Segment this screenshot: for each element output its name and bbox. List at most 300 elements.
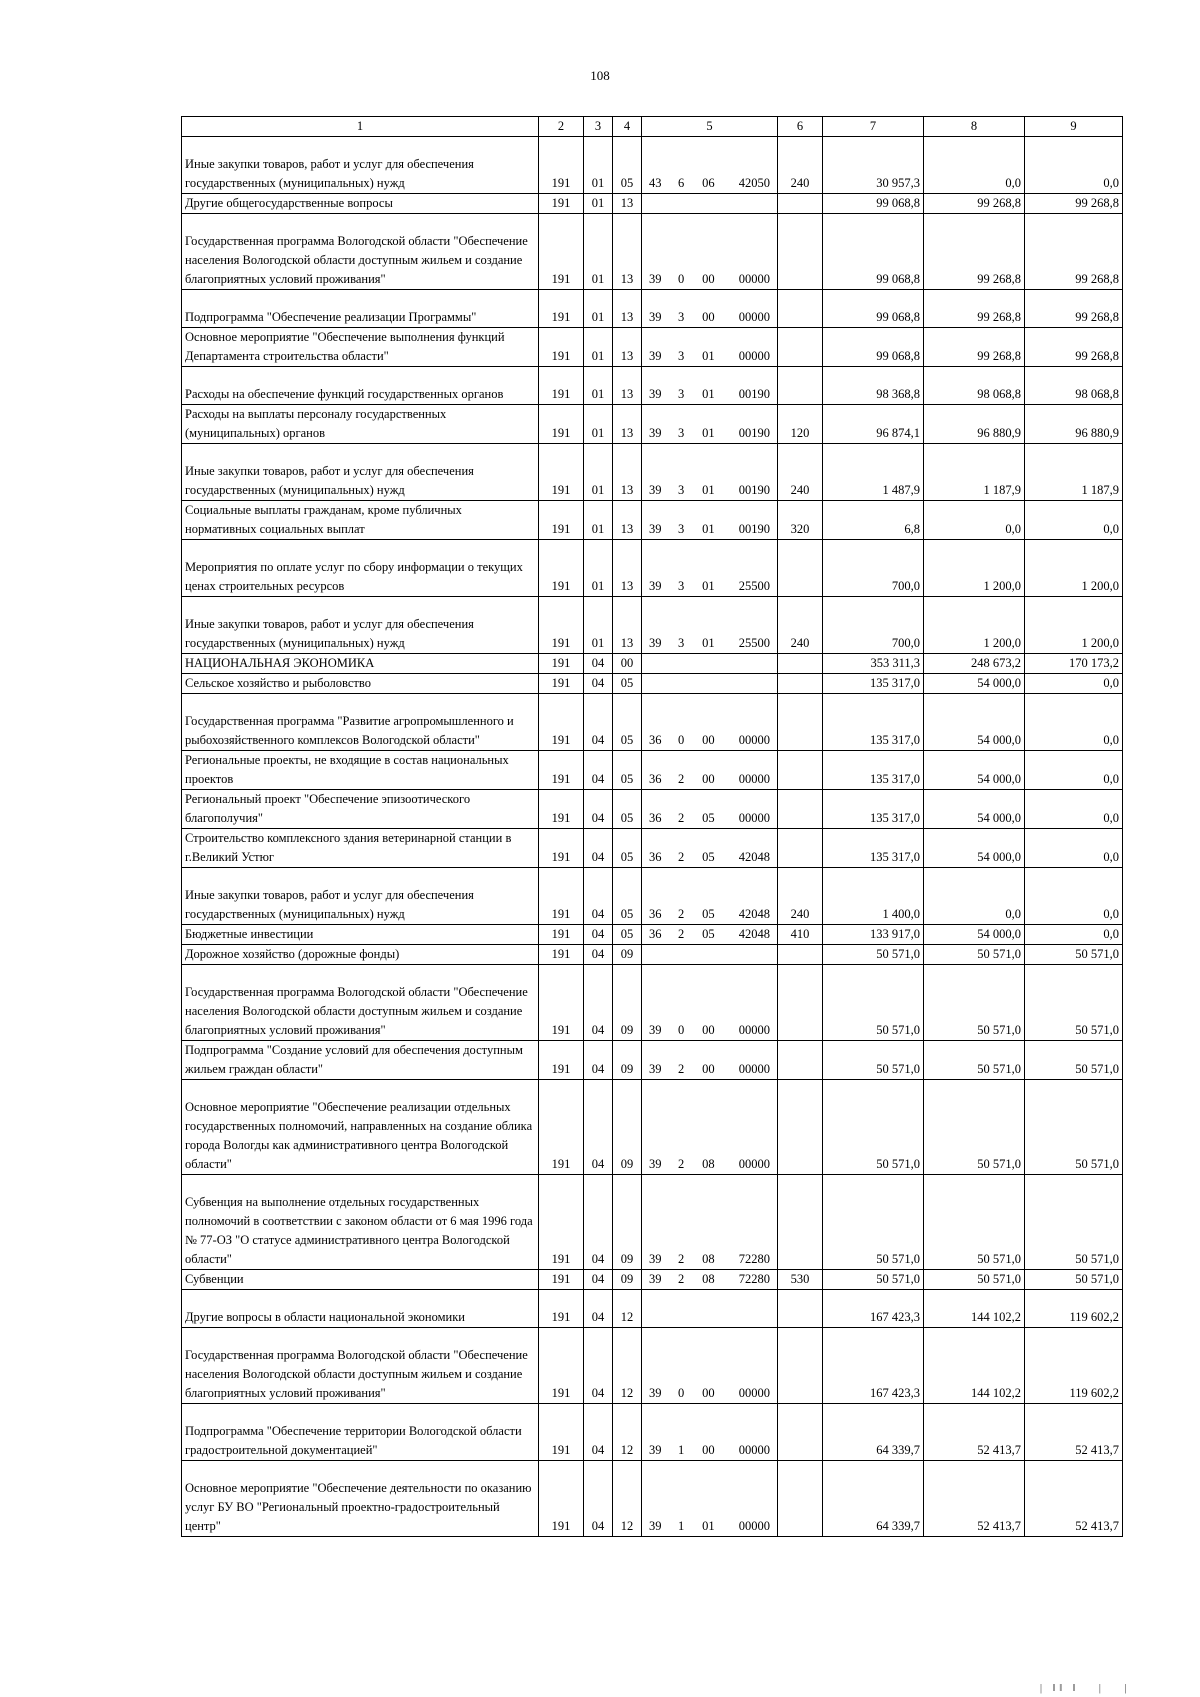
target-article-part: 05 (702, 850, 715, 864)
target-article-part: 2 (678, 1252, 685, 1266)
target-article-part: 00 (702, 1023, 715, 1037)
section-cell: 04 (584, 674, 613, 694)
grbs-cell: 191 (539, 328, 584, 367)
expense-type-cell (778, 1461, 823, 1537)
table-row (182, 868, 1123, 925)
table-row (182, 674, 1123, 694)
target-article-code (645, 385, 774, 404)
target-article-cell (642, 1290, 778, 1328)
amount-col8-cell: 0,0 (924, 868, 1025, 925)
amount-col9-cell: 99 268,8 (1025, 214, 1123, 290)
target-article-part: 05 (702, 811, 715, 825)
target-article-part: 05 (702, 927, 715, 941)
amount-col8-cell: 54 000,0 (924, 694, 1025, 751)
target-article-part: 2 (678, 1272, 685, 1286)
amount-col9-cell: 96 880,9 (1025, 405, 1123, 444)
target-article-cell (642, 790, 778, 829)
target-article-part: 00 (702, 310, 715, 324)
target-article-part: 39 (649, 1443, 662, 1457)
subsection-cell: 09 (613, 1270, 642, 1290)
row-name: Подпрограмма "Создание условий для обеспечения доступным жильем граждан области" (182, 1041, 539, 1080)
amount-col8-cell: 52 413,7 (924, 1461, 1025, 1537)
budget-table (181, 116, 1123, 1537)
header-cell: 9 (1025, 117, 1123, 137)
target-article-code (645, 424, 774, 443)
target-article-cell (642, 868, 778, 925)
grbs-cell: 191 (539, 137, 584, 194)
subsection-cell: 09 (613, 1080, 642, 1175)
target-article-part: 0 (678, 1386, 685, 1400)
subsection-cell: 13 (613, 501, 642, 540)
amount-col7-cell: 50 571,0 (823, 965, 924, 1041)
header-cell: 8 (924, 117, 1025, 137)
target-article-cell (642, 444, 778, 501)
grbs-cell: 191 (539, 194, 584, 214)
target-article-part: 08 (702, 1272, 715, 1286)
grbs-cell: 191 (539, 945, 584, 965)
subsection-cell: 13 (613, 194, 642, 214)
header-cell: 4 (613, 117, 642, 137)
target-article-part: 36 (649, 850, 662, 864)
target-article-part: 01 (702, 426, 715, 440)
target-article-part: 1 (678, 1443, 685, 1457)
amount-col9-cell: 0,0 (1025, 868, 1123, 925)
expense-type-cell (778, 1404, 823, 1461)
subsection-cell: 09 (613, 965, 642, 1041)
amount-col8-cell: 54 000,0 (924, 674, 1025, 694)
target-article-part: 39 (649, 426, 662, 440)
target-article-part: 3 (678, 349, 685, 363)
subsection-cell: 09 (613, 945, 642, 965)
target-article-part: 00 (702, 1443, 715, 1457)
target-article-part: 00000 (738, 349, 770, 363)
target-article-part: 00000 (738, 733, 770, 747)
target-article-part: 01 (702, 522, 715, 536)
target-article-code (645, 1441, 774, 1460)
amount-col9-cell: 1 200,0 (1025, 540, 1123, 597)
section-cell: 04 (584, 945, 613, 965)
amount-col8-cell: 99 268,8 (924, 194, 1025, 214)
target-article-part: 3 (678, 483, 685, 497)
target-article-part: 39 (649, 1023, 662, 1037)
target-article-part: 00 (702, 1062, 715, 1076)
amount-col9-cell: 0,0 (1025, 925, 1123, 945)
grbs-cell: 191 (539, 367, 584, 405)
header-cell: 7 (823, 117, 924, 137)
amount-col7-cell: 99 068,8 (823, 290, 924, 328)
subsection-cell: 13 (613, 328, 642, 367)
target-article-cell (642, 965, 778, 1041)
target-article-part: 2 (678, 850, 685, 864)
section-cell: 04 (584, 829, 613, 868)
table-row (182, 501, 1123, 540)
amount-col8-cell: 248 673,2 (924, 654, 1025, 674)
table-row (182, 290, 1123, 328)
amount-col8-cell: 98 068,8 (924, 367, 1025, 405)
target-article-part: 01 (702, 1519, 715, 1533)
grbs-cell: 191 (539, 540, 584, 597)
row-name: Другие вопросы в области национальной экономики (182, 1290, 539, 1328)
section-cell: 04 (584, 751, 613, 790)
target-article-code (645, 809, 774, 828)
target-article-part: 1 (678, 1519, 685, 1533)
target-article-part: 05 (702, 907, 715, 921)
expense-type-cell: 240 (778, 444, 823, 501)
expense-type-cell (778, 194, 823, 214)
section-cell: 01 (584, 501, 613, 540)
target-article-part: 39 (649, 1252, 662, 1266)
target-article-code (645, 1021, 774, 1040)
table-row (182, 214, 1123, 290)
target-article-cell (642, 214, 778, 290)
amount-col8-cell: 0,0 (924, 501, 1025, 540)
section-cell: 01 (584, 405, 613, 444)
row-name: Подпрограмма "Обеспечение реализации Программы" (182, 290, 539, 328)
row-name: Бюджетные инвестиции (182, 925, 539, 945)
grbs-cell: 191 (539, 674, 584, 694)
target-article-part: 3 (678, 310, 685, 324)
target-article-part: 36 (649, 927, 662, 941)
amount-col9-cell: 0,0 (1025, 694, 1123, 751)
subsection-cell: 05 (613, 829, 642, 868)
section-cell: 04 (584, 1461, 613, 1537)
row-name: НАЦИОНАЛЬНАЯ ЭКОНОМИКА (182, 654, 539, 674)
target-article-part: 3 (678, 522, 685, 536)
section-cell: 01 (584, 540, 613, 597)
amount-col7-cell: 96 874,1 (823, 405, 924, 444)
table-row (182, 137, 1123, 194)
target-article-part: 39 (649, 522, 662, 536)
target-article-part: 00000 (738, 1157, 770, 1171)
table-row (182, 194, 1123, 214)
row-name: Иные закупки товаров, работ и услуг для обеспечения государственных (муниципальных) нужд (182, 868, 539, 925)
amount-col7-cell: 135 317,0 (823, 674, 924, 694)
target-article-part: 01 (702, 636, 715, 650)
target-article-cell (642, 694, 778, 751)
row-name: Региональный проект "Обеспечение эпизоотического благополучия" (182, 790, 539, 829)
amount-col7-cell: 50 571,0 (823, 1041, 924, 1080)
grbs-cell: 191 (539, 868, 584, 925)
target-article-cell (642, 540, 778, 597)
amount-col9-cell: 0,0 (1025, 790, 1123, 829)
amount-col7-cell: 50 571,0 (823, 1080, 924, 1175)
target-article-part: 2 (678, 772, 685, 786)
subsection-cell: 05 (613, 674, 642, 694)
amount-col7-cell: 64 339,7 (823, 1404, 924, 1461)
target-article-part: 00000 (738, 772, 770, 786)
target-article-part: 25500 (738, 579, 770, 593)
expense-type-cell (778, 540, 823, 597)
subsection-cell: 13 (613, 214, 642, 290)
section-cell: 01 (584, 290, 613, 328)
target-article-part: 00000 (738, 1519, 770, 1533)
grbs-cell: 191 (539, 214, 584, 290)
amount-col7-cell: 167 423,3 (823, 1328, 924, 1404)
target-article-part: 2 (678, 927, 685, 941)
target-article-part: 2 (678, 907, 685, 921)
target-article-part: 00 (702, 272, 715, 286)
table-row (182, 1080, 1123, 1175)
target-article-cell (642, 925, 778, 945)
row-name: Расходы на обеспечение функций государственных органов (182, 367, 539, 405)
grbs-cell: 191 (539, 654, 584, 674)
row-name: Сельское хозяйство и рыболовство (182, 674, 539, 694)
expense-type-cell (778, 829, 823, 868)
table-row (182, 597, 1123, 654)
expense-type-cell (778, 965, 823, 1041)
amount-col7-cell: 135 317,0 (823, 829, 924, 868)
amount-col9-cell: 99 268,8 (1025, 194, 1123, 214)
row-name: Иные закупки товаров, работ и услуг для обеспечения государственных (муниципальных) нужд (182, 597, 539, 654)
target-article-cell (642, 829, 778, 868)
section-cell: 01 (584, 137, 613, 194)
section-cell: 04 (584, 965, 613, 1041)
table-row (182, 829, 1123, 868)
amount-col7-cell: 700,0 (823, 597, 924, 654)
amount-col9-cell: 50 571,0 (1025, 1041, 1123, 1080)
subsection-cell: 00 (613, 654, 642, 674)
row-name: Государственная программа Вологодской области "Обеспечение населения Вологодской области доступным жильем и создание благоприятных условий проживания" (182, 965, 539, 1041)
amount-col8-cell: 54 000,0 (924, 925, 1025, 945)
amount-col9-cell: 52 413,7 (1025, 1461, 1123, 1537)
grbs-cell: 191 (539, 1041, 584, 1080)
table-row (182, 1461, 1123, 1537)
table-row (182, 965, 1123, 1041)
target-article-code (645, 1250, 774, 1269)
expense-type-cell: 240 (778, 868, 823, 925)
amount-col9-cell: 50 571,0 (1025, 1270, 1123, 1290)
amount-col8-cell: 99 268,8 (924, 290, 1025, 328)
target-article-cell (642, 597, 778, 654)
target-article-cell (642, 367, 778, 405)
target-article-part: 0 (678, 1023, 685, 1037)
target-article-part: 39 (649, 387, 662, 401)
amount-col7-cell: 353 311,3 (823, 654, 924, 674)
amount-col9-cell: 50 571,0 (1025, 945, 1123, 965)
grbs-cell: 191 (539, 829, 584, 868)
target-article-part: 2 (678, 1062, 685, 1076)
target-article-part: 39 (649, 483, 662, 497)
expense-type-cell (778, 674, 823, 694)
target-article-part: 00000 (738, 811, 770, 825)
grbs-cell: 191 (539, 1290, 584, 1328)
expense-type-cell: 240 (778, 597, 823, 654)
section-cell: 04 (584, 925, 613, 945)
target-article-code (645, 520, 774, 539)
table-row (182, 328, 1123, 367)
section-cell: 01 (584, 597, 613, 654)
section-cell: 04 (584, 790, 613, 829)
amount-col8-cell: 50 571,0 (924, 1270, 1025, 1290)
table-header-row (182, 117, 1123, 137)
header-cell: 2 (539, 117, 584, 137)
row-name: Основное мероприятие "Обеспечение деятельности по оказанию услуг БУ ВО "Региональный проектно-градостроительный центр" (182, 1461, 539, 1537)
target-article-cell (642, 674, 778, 694)
target-article-part: 00 (702, 772, 715, 786)
target-article-code (645, 347, 774, 366)
amount-col9-cell: 98 068,8 (1025, 367, 1123, 405)
amount-col9-cell: 0,0 (1025, 751, 1123, 790)
grbs-cell: 191 (539, 597, 584, 654)
amount-col7-cell: 99 068,8 (823, 194, 924, 214)
subsection-cell: 12 (613, 1461, 642, 1537)
table-row (182, 1175, 1123, 1270)
target-article-part: 43 (649, 176, 662, 190)
grbs-cell: 191 (539, 925, 584, 945)
target-article-code (645, 770, 774, 789)
target-article-part: 08 (702, 1157, 715, 1171)
subsection-cell: 05 (613, 137, 642, 194)
subsection-cell: 05 (613, 868, 642, 925)
target-article-cell (642, 328, 778, 367)
amount-col8-cell: 1 200,0 (924, 540, 1025, 597)
subsection-cell: 05 (613, 790, 642, 829)
section-cell: 04 (584, 1041, 613, 1080)
amount-col7-cell: 99 068,8 (823, 214, 924, 290)
amount-col8-cell: 54 000,0 (924, 751, 1025, 790)
target-article-code (645, 1384, 774, 1403)
grbs-cell: 191 (539, 694, 584, 751)
amount-col9-cell: 119 602,2 (1025, 1328, 1123, 1404)
row-name: Подпрограмма "Обеспечение территории Вологодской области градостроительной документацией" (182, 1404, 539, 1461)
target-article-part: 42050 (738, 176, 770, 190)
target-article-part: 00000 (738, 1386, 770, 1400)
target-article-part: 00190 (738, 387, 770, 401)
target-article-part: 00190 (738, 483, 770, 497)
target-article-cell (642, 137, 778, 194)
table-row (182, 790, 1123, 829)
expense-type-cell: 530 (778, 1270, 823, 1290)
amount-col8-cell: 54 000,0 (924, 829, 1025, 868)
target-article-part: 01 (702, 349, 715, 363)
amount-col9-cell: 0,0 (1025, 137, 1123, 194)
subsection-cell: 13 (613, 540, 642, 597)
table-row (182, 1404, 1123, 1461)
section-cell: 04 (584, 1290, 613, 1328)
grbs-cell: 191 (539, 501, 584, 540)
target-article-cell (642, 1461, 778, 1537)
target-article-code (645, 925, 774, 944)
header-cell: 3 (584, 117, 613, 137)
expense-type-cell (778, 1290, 823, 1328)
amount-col8-cell: 99 268,8 (924, 214, 1025, 290)
target-article-part: 01 (702, 579, 715, 593)
section-cell: 04 (584, 1270, 613, 1290)
target-article-part: 2 (678, 1157, 685, 1171)
subsection-cell: 13 (613, 405, 642, 444)
target-article-part: 39 (649, 1519, 662, 1533)
subsection-cell: 12 (613, 1290, 642, 1328)
subsection-cell: 13 (613, 444, 642, 501)
section-cell: 01 (584, 194, 613, 214)
target-article-cell (642, 1328, 778, 1404)
row-name: Государственная программа Вологодской области "Обеспечение населения Вологодской области доступным жильем и создание благоприятных условий проживания" (182, 214, 539, 290)
section-cell: 04 (584, 1080, 613, 1175)
header-cell: 5 (642, 117, 778, 137)
section-cell: 04 (584, 694, 613, 751)
amount-col8-cell: 96 880,9 (924, 405, 1025, 444)
grbs-cell: 191 (539, 751, 584, 790)
target-article-part: 39 (649, 1386, 662, 1400)
target-article-part: 36 (649, 772, 662, 786)
amount-col7-cell: 133 917,0 (823, 925, 924, 945)
target-article-code (645, 308, 774, 327)
row-name: Социальные выплаты гражданам, кроме публичных нормативных социальных выплат (182, 501, 539, 540)
target-article-part: 42048 (738, 927, 770, 941)
amount-col7-cell: 50 571,0 (823, 1175, 924, 1270)
target-article-part: 25500 (738, 636, 770, 650)
target-article-code (645, 1517, 774, 1536)
amount-col7-cell: 167 423,3 (823, 1290, 924, 1328)
table-row (182, 1290, 1123, 1328)
target-article-cell (642, 1041, 778, 1080)
target-article-part: 39 (649, 1157, 662, 1171)
section-cell: 01 (584, 444, 613, 501)
amount-col9-cell: 119 602,2 (1025, 1290, 1123, 1328)
amount-col9-cell: 50 571,0 (1025, 1175, 1123, 1270)
amount-col9-cell: 0,0 (1025, 829, 1123, 868)
target-article-part: 36 (649, 811, 662, 825)
amount-col7-cell: 30 957,3 (823, 137, 924, 194)
target-article-part: 0 (678, 272, 685, 286)
amount-col8-cell: 54 000,0 (924, 790, 1025, 829)
target-article-part: 00190 (738, 426, 770, 440)
target-article-part: 42048 (738, 907, 770, 921)
subsection-cell: 12 (613, 1328, 642, 1404)
target-article-part: 39 (649, 349, 662, 363)
amount-col9-cell: 50 571,0 (1025, 965, 1123, 1041)
target-article-part: 6 (678, 176, 685, 190)
target-article-cell (642, 194, 778, 214)
grbs-cell: 191 (539, 1404, 584, 1461)
expense-type-cell (778, 654, 823, 674)
target-article-part: 39 (649, 310, 662, 324)
table-row (182, 1270, 1123, 1290)
target-article-part: 00 (702, 1386, 715, 1400)
grbs-cell: 191 (539, 1328, 584, 1404)
grbs-cell: 191 (539, 1080, 584, 1175)
subsection-cell: 13 (613, 597, 642, 654)
target-article-part: 39 (649, 636, 662, 650)
amount-col7-cell: 135 317,0 (823, 790, 924, 829)
scan-marks: | ‖‖ ‖ | | (1040, 1683, 1131, 1694)
table-row (182, 925, 1123, 945)
expense-type-cell (778, 694, 823, 751)
expense-type-cell: 240 (778, 137, 823, 194)
target-article-code (645, 1270, 774, 1289)
target-article-cell (642, 290, 778, 328)
target-article-part: 00000 (738, 1443, 770, 1457)
expense-type-cell: 120 (778, 405, 823, 444)
table-row (182, 1041, 1123, 1080)
expense-type-cell (778, 751, 823, 790)
expense-type-cell (778, 945, 823, 965)
subsection-cell: 05 (613, 751, 642, 790)
target-article-code (645, 481, 774, 500)
amount-col8-cell: 1 200,0 (924, 597, 1025, 654)
amount-col8-cell: 50 571,0 (924, 1175, 1025, 1270)
amount-col7-cell: 64 339,7 (823, 1461, 924, 1537)
target-article-part: 39 (649, 272, 662, 286)
target-article-part: 3 (678, 387, 685, 401)
expense-type-cell: 320 (778, 501, 823, 540)
grbs-cell: 191 (539, 405, 584, 444)
row-name: Государственная программа "Развитие агропромышленного и рыбохозяйственного комплексов Вологодской области" (182, 694, 539, 751)
amount-col8-cell: 50 571,0 (924, 965, 1025, 1041)
section-cell: 04 (584, 868, 613, 925)
table-row (182, 540, 1123, 597)
amount-col8-cell: 52 413,7 (924, 1404, 1025, 1461)
